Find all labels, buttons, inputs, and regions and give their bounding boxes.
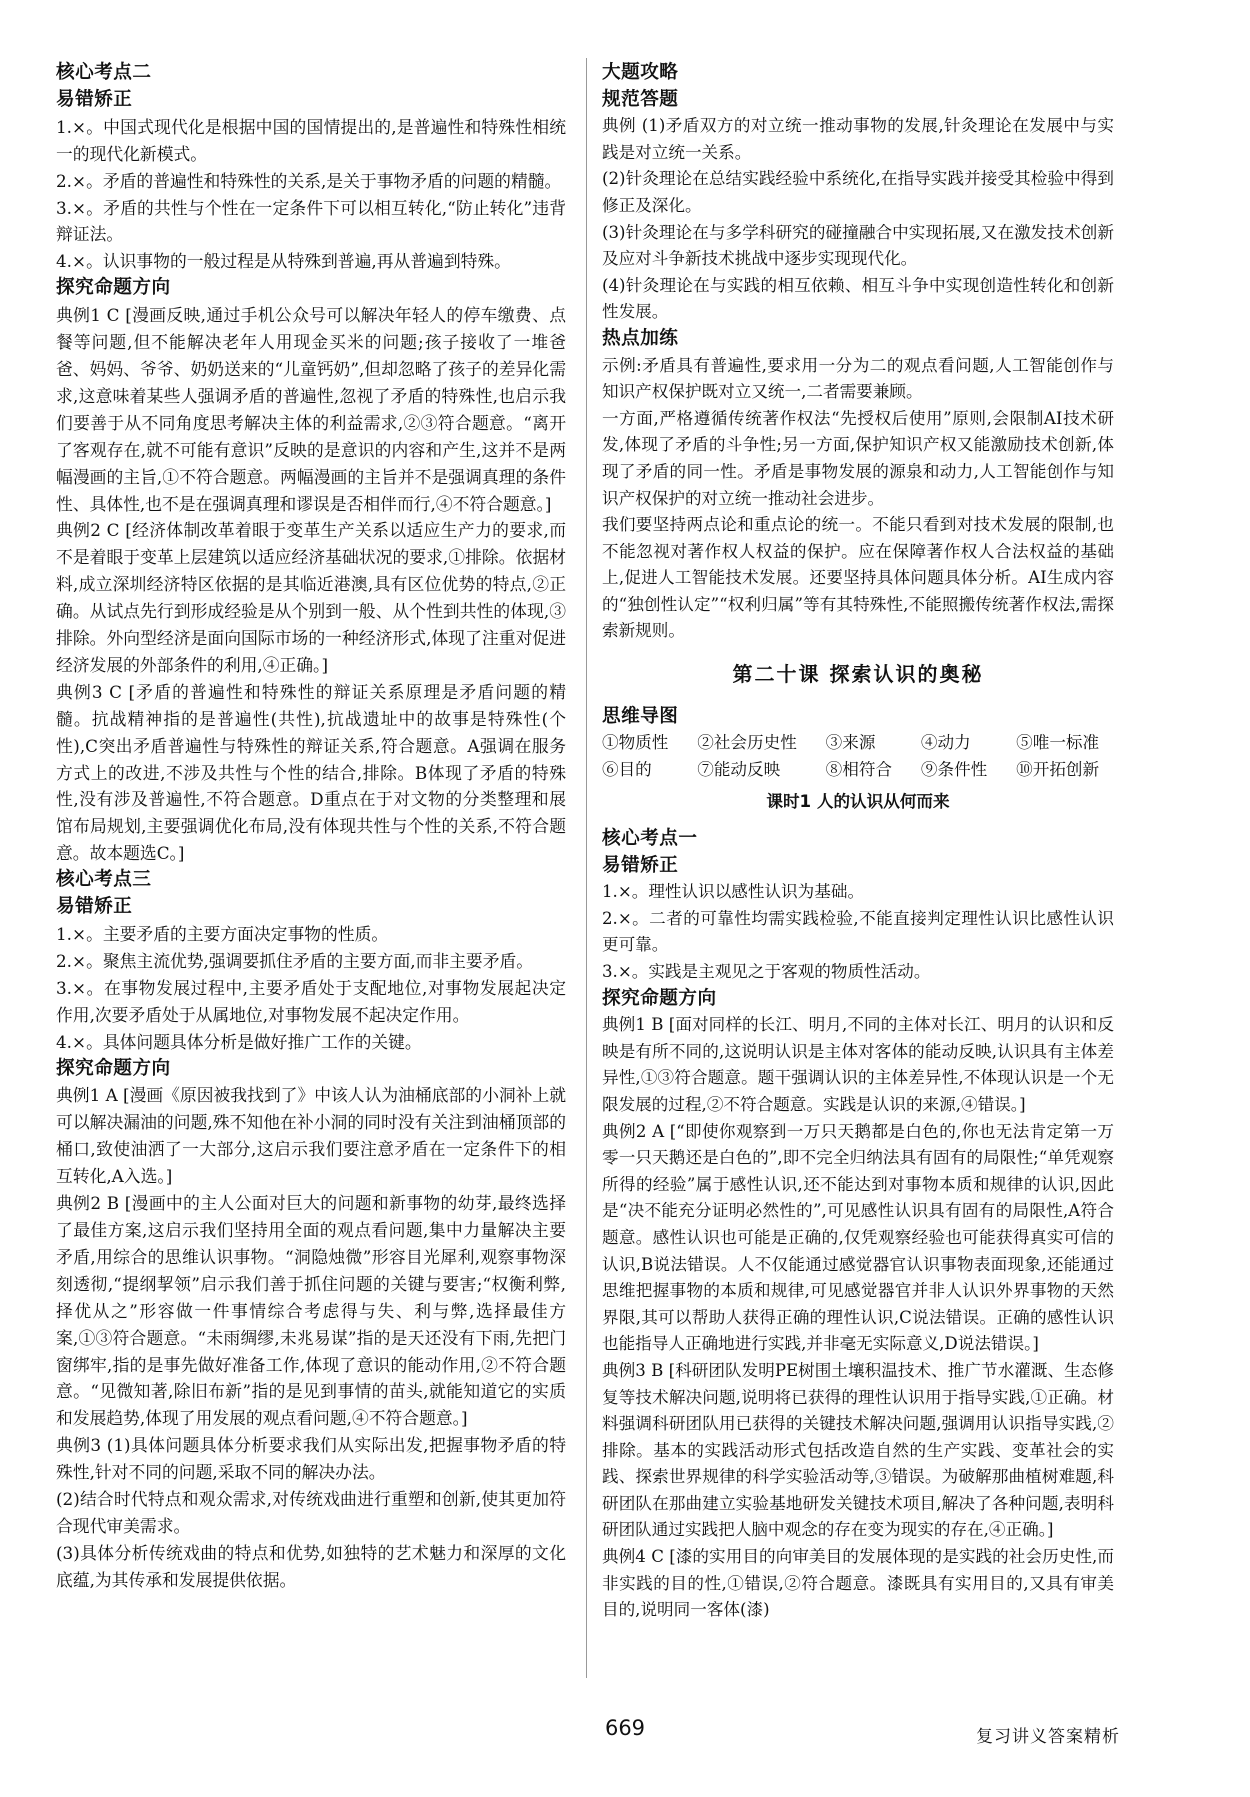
answer-paragraph: 示例:矛盾具有普遍性,要求用一分为二的观点看问题,人工智能创作与知识产权保护既对立又统一,二者需要兼顾。 bbox=[602, 355, 1114, 402]
example-item: 典例1 A [漫画《原因被我找到了》中该人认为油桶底部的小洞补上就可以解决漏油的问题,殊不知他在补小洞的同时没有关注到油桶顶部的桶口,致使油洒了一大部分,这启示我们要注意矛盾在一定条件下的相互转化,A入选。] bbox=[56, 1085, 566, 1187]
answer-paragraph: 一方面,严格遵循传统著作权法“先授权后使用”原则,会限制AI技术研发,体现了矛盾的斗争性;另一方面,保护知识产权又能激励技术创新,体现了矛盾的同一性。矛盾是事物发展的源泉和动力,人工智能创作与知识产权保护的对立统一推动社会进步。 bbox=[602, 408, 1114, 508]
correction-item: 4.×。认识事物的一般过程是从特殊到普遍,再从普遍到特殊。 bbox=[56, 251, 511, 272]
mind-map-item: ③来源 bbox=[825, 733, 876, 753]
example-item: 典例2 B [漫画中的主人公面对巨大的问题和新事物的幼芽,最终选择了最佳方案,这启示我们坚持用全面的观点看问题,集中力量解决主要矛盾,用综合的思维认识事物。“洞隐烛微”形容目光犀利,观察事物深刻透彻,“提纲挈领”启示我们善于抓住问题的关键与要害;“权衡利弊,择优从之”形容做一件事情综合考虑得与失、利与弊,选择最佳方案,①③符合题意。“未雨绸缪,未兆易谋”指的是天还没有下雨,先把门窗绑牢,指的是事先做好准备工作,体现了意识的能动作用,②不符合题意。“见微知著,除旧布新”指的是见到事情的苗头,就能知道它的实质和发展趋势,体现了用发展的观点看问题,④不符合题意。] bbox=[56, 1193, 566, 1429]
correction-item: 4.×。具体问题具体分析是做好推广工作的关键。 bbox=[56, 1031, 422, 1052]
example-item: 典例2 A [“即使你观察到一万只天鹅都是白色的,你也无法肯定第一万零一只天鹅还是白色的”,即不完全归纳法具有固有的局限性;“单凭观察所得的经验”属于感性认识,还不能达到对事物本质和规律的认识,因此是“决不能充分证明必然性的”,可见感性认识具有固有的局限性,A符合题意。感性认识也可能是正确的,仅凭观察经验也可能获得真实可信的认识,B说法错误。人不仅能通过感觉器官认识事物表面现象,还能通过思维把握事物的本质和规律,可见感觉器官并非人认识外界事物的天然界限,其可以帮助人获得正确的理性认识,C说法错误。正确的感性认识也能指导人正确地进行实践,并非毫无实际意义,D说法错误。] bbox=[602, 1121, 1114, 1354]
left-column bbox=[56, 60, 566, 1594]
correction-item: 3.×。矛盾的共性与个性在一定条件下可以相互转化,“防止转化”违背辩证法。 bbox=[56, 197, 566, 245]
example-item: 典例1 C [漫画反映,通过手机公众号可以解决年轻人的停车缴费、点餐等问题,但不能解决老年人用现金买米的问题;孩子接收了一堆爸爸、妈妈、爷爷、奶奶送来的“儿童钙奶”,但却忽略了孩子的差异化需求,这意味着某些人强调矛盾的普遍性,忽视了矛盾的特殊性,也启示我们要善于从不同角度思考解决主体的利益需求,②③符合题意。“离开了客观存在,就不可能有意识”反映的是意识的内容和产生,这并不是两幅漫画的主旨,①不符合题意。两幅漫画的主旨并不是强调真理的条件性、具体性,也不是在强调真理和谬误是否相伴而行,④不符合题意。] bbox=[56, 305, 566, 514]
answer-item: (4)针灸理论在与实践的相互依赖、相互斗争中实现创造性转化和创新性发展。 bbox=[602, 275, 1114, 322]
correction-item: 1.×。理性认识以感性认识为基础。 bbox=[602, 882, 865, 902]
correction-item: 2.×。聚焦主流优势,强调要抓住矛盾的主要方面,而非主要矛盾。 bbox=[56, 950, 534, 971]
mind-map-item: ⑧相符合 bbox=[825, 759, 893, 779]
section-subtitle: 探究命题方向 bbox=[56, 277, 171, 299]
section-title: 大题攻略 bbox=[602, 62, 679, 83]
example-item: 典例4 C [漆的实用目的向审美目的发展体现的是实践的社会历史性,而非实践的目的性,①错误,②符合题意。漆既具有实用目的,又具有审美目的,说明同一客体(漆) bbox=[602, 1547, 1114, 1620]
correction-item: 2.×。二者的可靠性均需实践检验,不能直接判定理性认识比感性认识更可靠。 bbox=[602, 908, 1114, 955]
correction-item: 3.×。实践是主观见之于客观的物质性活动。 bbox=[602, 962, 931, 981]
mind-map-item: ④动力 bbox=[920, 733, 971, 753]
example-item: 典例1 B [面对同样的长江、明月,不同的主体对长江、明月的认识和反映是有所不同的,这说明认识是主体对客体的能动反映,认识具有主体差异性,①③符合题意。题干强调认识的主体差异性,不体现认识是一个无限发展的过程,②不符合题意。实践是认识的来源,④错误。] bbox=[602, 1015, 1114, 1114]
correction-item: 3.×。在事物发展过程中,主要矛盾处于支配地位,对事物发展起决定作用,次要矛盾处于从属地位,对事物发展不起决定作用。 bbox=[56, 977, 566, 1025]
section-subtitle: 易错矫正 bbox=[602, 854, 679, 876]
mind-map-item: ⑨条件性 bbox=[920, 759, 988, 779]
answer-item: 典例 (1)矛盾双方的对立统一推动事物的发展,针灸理论在发展中与实践是对立统一关系。 bbox=[602, 116, 1114, 162]
answer-item: (2)针灸理论在总结实践经验中系统化,在指导实践并接受其检验中得到修正及深化。 bbox=[602, 169, 1114, 215]
mind-map-item: ①物质性 bbox=[602, 733, 669, 753]
mind-map-answers bbox=[602, 730, 1114, 783]
mind-map-item: ⑦能动反映 bbox=[697, 759, 781, 779]
section-title: 核心考点二 bbox=[56, 62, 152, 83]
footer-label: 复习讲义答案精析 bbox=[976, 1727, 1120, 1747]
lesson-title: 第二十课 探索认识的奥秘 bbox=[732, 662, 984, 687]
section-subtitle: 思维导图 bbox=[602, 705, 679, 727]
section-subtitle: 易错矫正 bbox=[56, 896, 133, 918]
example-item: (3)具体分析传统戏曲的特点和优势,如独特的艺术魅力和深厚的文化底蕴,为其传承和发展提供依据。 bbox=[56, 1542, 566, 1590]
section-title: 核心考点一 bbox=[602, 828, 698, 850]
right-column bbox=[602, 60, 1114, 1624]
section-title: 核心考点三 bbox=[56, 869, 152, 891]
mind-map-item: ⑩开拓创新 bbox=[1016, 759, 1100, 779]
mind-map-item: ⑤唯一标准 bbox=[1016, 733, 1100, 753]
mind-map-item: ②社会历史性 bbox=[697, 733, 797, 753]
class-title: 课时1 人的认识从何而来 bbox=[766, 792, 950, 812]
column-divider bbox=[586, 58, 587, 1678]
correction-item: 1.×。中国式现代化是根据中国的国情提出的,是普遍性和特殊性相统一的现代化新模式。 bbox=[56, 116, 566, 164]
example-item: (2)结合时代特点和观众需求,对传统戏曲进行重塑和创新,使其更加符合现代审美需求。 bbox=[56, 1489, 566, 1536]
example-item: 典例3 (1)具体问题具体分析要求我们从实际出发,把握事物矛盾的特殊性,针对不同的问题,采取不同的解决办法。 bbox=[56, 1435, 566, 1483]
section-subtitle: 探究命题方向 bbox=[602, 987, 717, 1009]
answer-paragraph: 我们要坚持两点论和重点论的统一。不能只看到对技术发展的限制,也不能忽视对著作权人权益的保护。应在保障著作权人合法权益的基础上,促进人工智能技术发展。还要坚持具体问题具体分析。AI生成内容的“独创性认定”“权利归属”等有其特殊性,不能照搬传统著作权法,需探索新规则。 bbox=[602, 515, 1114, 641]
example-item: 典例3 B [科研团队发明PE树围土壤积温技术、推广节水灌溉、生态修复等技术解决问题,说明将已获得的理性认识用于指导实践,①正确。材料强调科研团队用已获得的关键技术解决问题,强调用认识指导实践,②排除。基本的实践活动形式包括改造自然的生产实践、变革社会的实践、探索世界规律的科学实验活动等,③错误。为破解那曲植树难题,科研团队在那曲建立实验基地研发关键技术项目,解决了各种问题,表明科研团队通过实践把人脑中观念的存在变为现实的存在,④正确。] bbox=[602, 1360, 1114, 1540]
example-item: 典例2 C [经济体制改革着眼于变革生产关系以适应生产力的要求,而不是着眼于变革上层建筑以适应经济基础状况的要求,①排除。依据材料,成立深圳经济特区依据的是其临近港澳,具有区位优势的特点,②正确。从试点先行到形成经验是从个别到一般、从个性到共性的体现,③排除。外向型经济是面向国际市场的一种经济形式,体现了注重对促进经济发展的外部条件的利用,④正确。] bbox=[56, 520, 566, 675]
section-subtitle: 探究命题方向 bbox=[56, 1057, 171, 1079]
correction-item: 1.×。主要矛盾的主要方面决定事物的性质。 bbox=[56, 924, 389, 944]
section-subtitle: 易错矫正 bbox=[56, 88, 133, 110]
page-number: 669 bbox=[604, 1716, 646, 1740]
section-title: 热点加练 bbox=[602, 327, 679, 349]
section-subtitle: 规范答题 bbox=[602, 88, 679, 110]
answer-item: (3)针灸理论在与多学科研究的碰撞融合中实现拓展,又在激发技术创新及应对斗争新技术挑战中逐步实现现代化。 bbox=[602, 222, 1114, 269]
mind-map-item: ⑥目的 bbox=[602, 759, 652, 779]
example-item: 典例3 C [矛盾的普遍性和特殊性的辩证关系原理是矛盾问题的精髓。抗战精神指的是普遍性(共性),抗战遗址中的故事是特殊性(个性),C突出矛盾普遍性与特殊性的辩证关系,符合题意。A强调在服务方式上的改进,不涉及共性与个性的结合,排除。B体现了矛盾的特殊性,没有涉及普遍性,不符合题意。D重点在于对文物的分类整理和展馆布局规划,主要强调优化布局,没有体现共性与个性的关系,不符合题意。故本题选C。] bbox=[56, 681, 566, 864]
correction-item: 2.×。矛盾的普遍性和特殊性的关系,是关于事物矛盾的问题的精髓。 bbox=[56, 170, 562, 191]
